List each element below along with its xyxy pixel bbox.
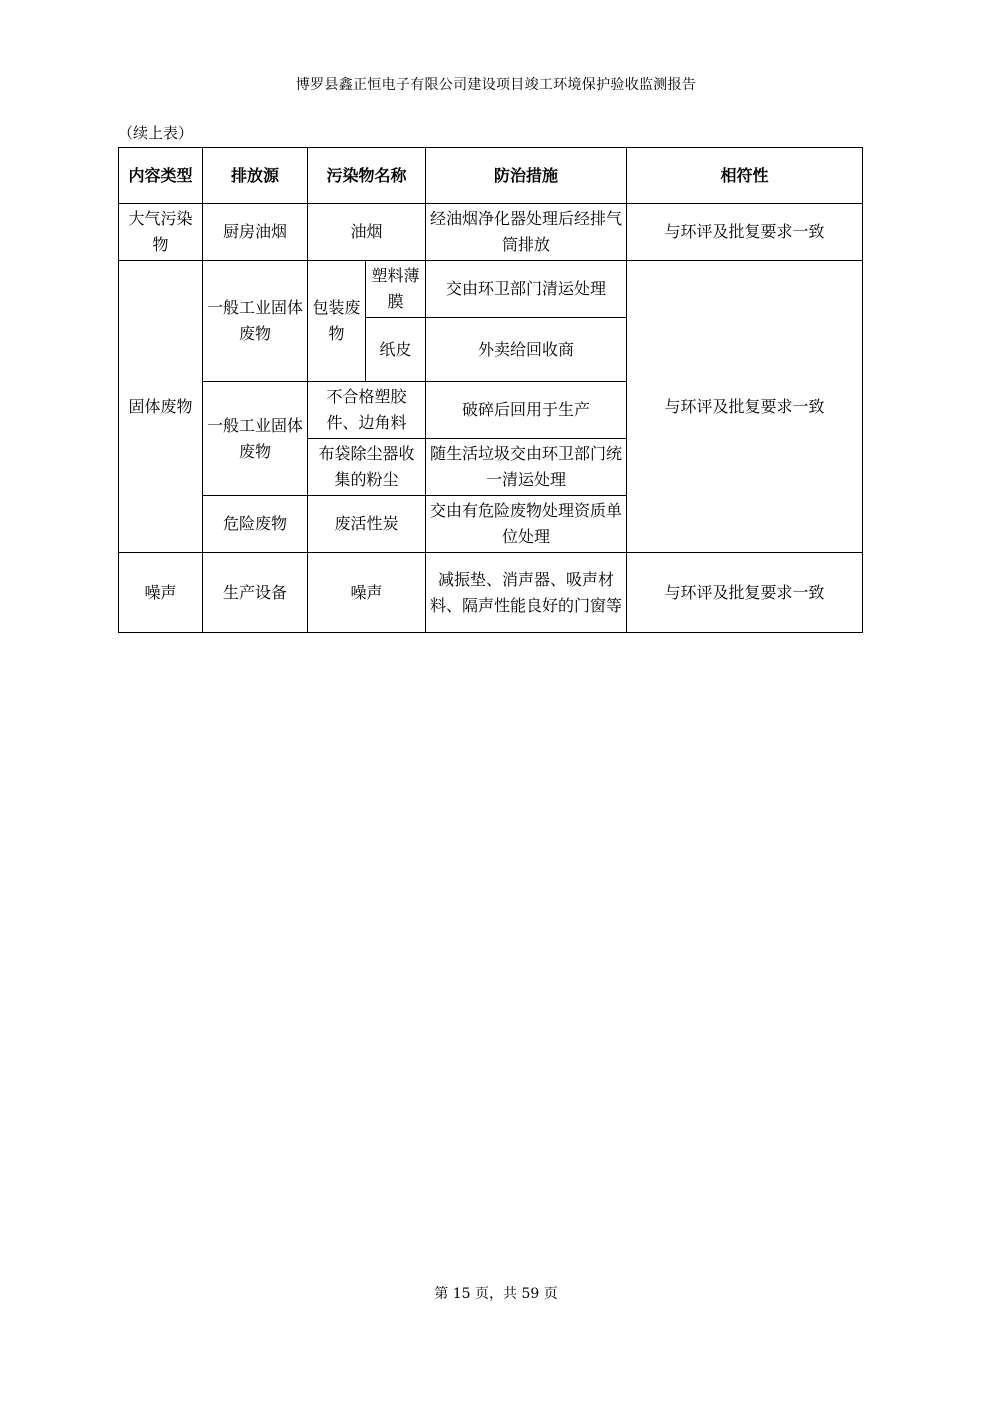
solid-item-measure-cell: 随生活垃圾交由环卫部门统一清运处理 [426, 439, 627, 496]
header-measures: 防治措施 [426, 148, 627, 204]
air-measure-cell: 经油烟净化器处理后经排气筒排放 [426, 204, 627, 261]
table-row [119, 553, 863, 633]
noise-source-cell: 生产设备 [203, 553, 308, 633]
noise-measure-cell: 减振垫、消声器、吸声材料、隔声性能良好的门窗等 [426, 553, 627, 633]
solid-type-cell: 固体废物 [119, 261, 203, 553]
pollution-control-table [118, 147, 863, 633]
solid-item-measure-cell: 交由环卫部门清运处理 [426, 261, 627, 318]
page-footer: 第 15 页，共 59 页 [434, 1286, 558, 1302]
solid-item-name-cell: 不合格塑胶件、边角料 [308, 382, 426, 439]
solid-group1-category-cell: 包装废物 [308, 261, 366, 382]
solid-item-measure-cell: 破碎后回用于生产 [426, 382, 627, 439]
solid-item-name-cell: 塑料薄膜 [366, 261, 426, 318]
solid-group2-source-cell: 一般工业固体废物 [203, 382, 308, 496]
air-pollutant-cell: 油烟 [308, 204, 426, 261]
noise-compliance-cell: 与环评及批复要求一致 [627, 553, 863, 633]
hazard-source-cell: 危险废物 [203, 496, 308, 553]
solid-item-measure-cell: 外卖给回收商 [426, 318, 627, 382]
page-header: 博罗县鑫正恒电子有限公司建设项目竣工环境保护验收监测报告 [295, 77, 697, 93]
solid-compliance-cell: 与环评及批复要求一致 [627, 261, 863, 553]
solid-group1-source-cell: 一般工业固体废物 [203, 261, 308, 382]
table-header-row [119, 148, 863, 204]
table-caption: （续上表） [118, 124, 194, 142]
air-type-cell: 大气污染物 [119, 204, 203, 261]
solid-item-name-cell: 布袋除尘器收集的粉尘 [308, 439, 426, 496]
header-pollutant: 污染物名称 [308, 148, 426, 204]
noise-pollutant-cell: 噪声 [308, 553, 426, 633]
solid-item-name-cell: 纸皮 [366, 318, 426, 382]
hazard-name-cell: 废活性炭 [308, 496, 426, 553]
air-source-cell: 厨房油烟 [203, 204, 308, 261]
noise-type-cell: 噪声 [119, 553, 203, 633]
table-row [119, 204, 863, 261]
air-compliance-cell: 与环评及批复要求一致 [627, 204, 863, 261]
header-source: 排放源 [203, 148, 308, 204]
table-row [119, 261, 863, 318]
header-content-type: 内容类型 [119, 148, 203, 204]
header-compliance: 相符性 [627, 148, 863, 204]
hazard-measure-cell: 交由有危险废物处理资质单位处理 [426, 496, 627, 553]
